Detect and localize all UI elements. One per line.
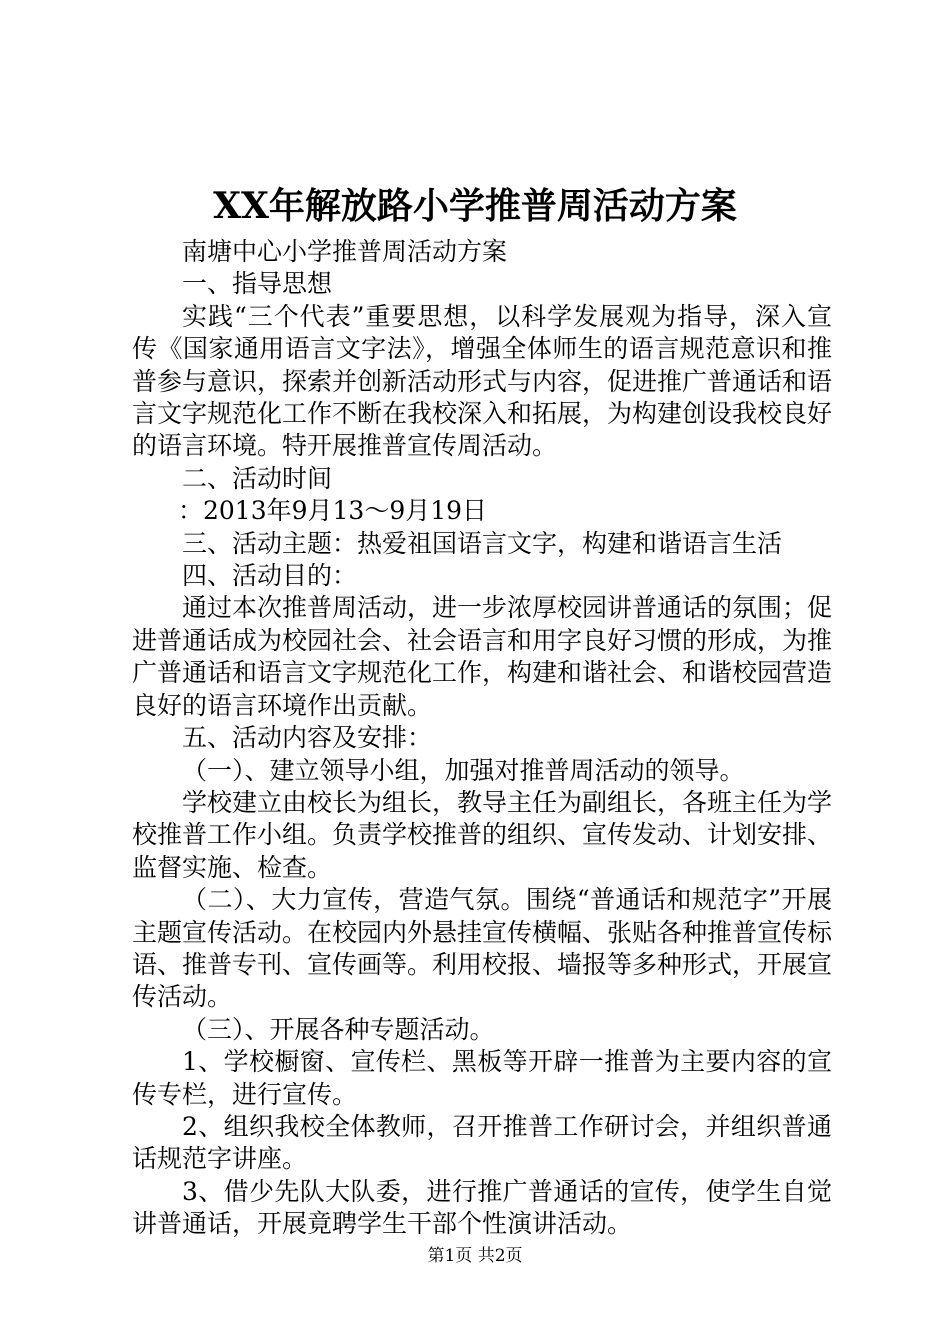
page-footer: 第1页 共2页 [427, 1246, 523, 1266]
document-body [132, 236, 832, 1241]
document-title: XX年解放路小学推普周活动方案 [213, 185, 737, 227]
paragraph-activity-purpose: 通过本次推普周活动，进一步浓厚校园讲普通话的氛围；促进普通话成为校园社会、社会语言和用字良好习惯的形成，为推广普通话和语言文字规范化工作，构建和谐社会、和谐校园营造良好的语言环境作出贡献。 [132, 593, 833, 720]
heading-activity-purpose: 四、活动目的： [182, 561, 358, 591]
list-item-3: 3、借少先队大队委，进行推广普通话的宣传，使学生自觉讲普通话，开展竟聘学生干部个性演讲活动。 [132, 1176, 832, 1239]
list-item-1: 1、学校橱窗、宣传栏、黑板等开辟一推普为主要内容的宣传专栏，进行宣传。 [132, 1047, 832, 1109]
heading-activity-content: 五、活动内容及安排： [182, 723, 433, 753]
paragraph-guiding-thought: 实践“三个代表”重要思想，以科学发展观为指导，深入宣传《国家通用语言文字法》，增强全体师生的语言规范意识和推普参与意识，探索并创新活动形式与内容，促进推广普通话和语言文字规范化工作不断在我校深入和拓展，为构建创设我校良好的语言环境。特开展推普宣传周活动。 [132, 301, 833, 461]
paragraph-leadership-group: 学校建立由校长为组长，教导主任为副组长，各班主任为学校推普工作小组。负责学校推普的组织、宣传发动、计划安排、监督实施、检查。 [132, 787, 833, 882]
heading-activity-time: 二、活动时间 [182, 463, 333, 493]
subheading-special-activities: （三）、开展各种专题活动。 [182, 1014, 495, 1044]
heading-guiding-thought: 一、指导思想 [182, 269, 333, 299]
paragraph-school-title: 南塘中心小学推普周活动方案 [182, 237, 508, 266]
heading-activity-theme: 三、活动主题：热爱祖国语言文字，构建和谐语言生活 [182, 528, 783, 558]
paragraph-publicity: （二）、大力宣传，营造气氛。围绕“普通话和规范字”开展主题宣传活动。在校园内外悬挂宣传横幅、张贴各种推普宣传标语、推普专刊、宣传画等。利用校报、墙报等多种形式，开展宣传活动。 [132, 885, 833, 1012]
paragraph-activity-time: ：2013年9月13～9月19日 [178, 496, 488, 526]
list-item-2: 2、组织我校全体教师，召开推普工作研讨会，并组织普通话规范字讲座。 [132, 1111, 832, 1174]
subheading-leadership-group: （一）、建立领导小组，加强对推普周活动的领导。 [182, 755, 745, 785]
